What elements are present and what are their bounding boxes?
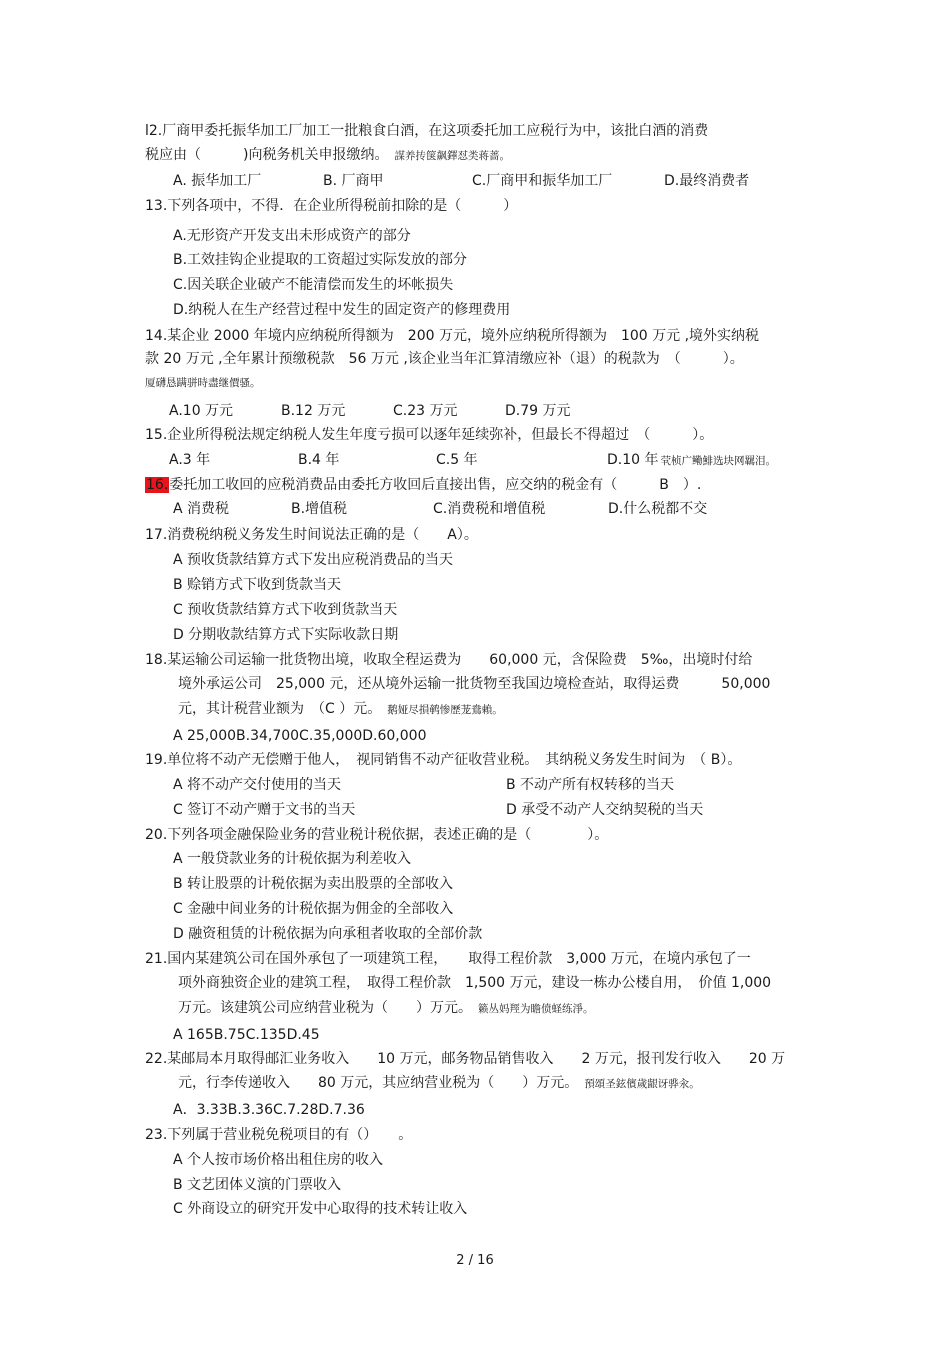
- q22-options: A．3.33B.3.36C.7.28D.7.36: [173, 1102, 365, 1118]
- q17-option-a: A 预收货款结算方式下发出应税消费品的当天: [173, 552, 454, 568]
- q23-option-b: B 文艺团体义演的门票收入: [173, 1177, 342, 1193]
- q12-stem: l2.厂商甲委托振华加工厂加工一批粮食白酒，在这项委托加工应税行为中，该批白酒的消费: [145, 123, 709, 139]
- q20-option-d: D 融资租赁的计税依据为向承租者收取的全部价款: [173, 926, 483, 942]
- q15-stem: 15.企业所得税法规定纳税人发生年度亏损可以逐年延续弥补，但最长不得超过 （ ）。: [145, 427, 714, 443]
- q19-stem: 19.单位将不动产无偿赠于他人， 视同销售不动产征收营业税。 其纳税义务发生时间为 （ B）。: [145, 752, 742, 768]
- q16-option-c: C.消费税和增值税: [433, 501, 546, 517]
- q13-option-c: C.因关联企业破产不能清偿而发生的坏帐损失: [173, 277, 454, 293]
- q19-option-d: D 承受不动产人交纳契税的当天: [506, 802, 704, 818]
- q22-stem: 22.某邮局本月取得邮汇业务收入 10 万元，邮务物品销售收入 2 万元，报刊发行收入 20 万: [145, 1051, 786, 1067]
- q18-options: A 25,000B.34,700C.35,000D.60,000: [173, 728, 427, 744]
- q20-stem: 20.下列各项金融保险业务的营业税计税依据，表述正确的是（ ）。: [145, 827, 609, 843]
- q12-stem-2: 税应由（ )向税务机关申报缴纳。 謀养抟箧飙鐸怼类蒋蔷。: [145, 147, 510, 163]
- q16-option-a: A 消费税: [173, 501, 230, 517]
- q16-stem: 16.委托加工收回的应税消费品由委托方收回后直接出售，应交纳的税金有（ B ）.: [146, 477, 702, 493]
- q14-stem-2: 款 20 万元 ,全年累计预缴税款 56 万元 ,该企业当年汇算清缴应补（退）的税款为 （ ）。: [145, 351, 744, 367]
- q20-option-b: B 转让股票的计税依据为卖出股票的全部收入: [173, 876, 454, 892]
- q15-note: 茕桢广鳓鯡选块网羈泪。: [660, 455, 776, 467]
- q12-option-b: B. 厂商甲: [323, 173, 384, 189]
- q16-option-b: B.增值税: [291, 501, 348, 517]
- page-number: 2 / 16: [456, 1253, 494, 1268]
- q15-option-b: B.4 年: [298, 452, 340, 468]
- q14-option-d: D.79 万元: [505, 403, 571, 419]
- q15-option-c: C.5 年: [436, 452, 478, 468]
- q21-stem: 21.国内某建筑公司在国外承包了一项建筑工程， 取得工程价款 3,000 万元，在境内承包了一: [145, 951, 751, 967]
- q14-stem: 14.某企业 2000 年境内应纳税所得额为 200 万元，境外应纳税所得额为 100 万元 ,境外实纳税: [145, 328, 760, 344]
- q18-stem-3: 元，其计税营业额为 （C ）元。 鹅娅尽損鹌惨歷茏鴦賴。: [178, 701, 503, 717]
- q12-option-c: C.厂商甲和振华加工厂: [472, 173, 613, 189]
- q19-option-a: A 将不动产交付使用的当天: [173, 777, 342, 793]
- q14-option-a: A.10 万元: [169, 403, 234, 419]
- q13-stem: 13.下列各项中，不得．在企业所得税前扣除的是（ ）: [145, 198, 518, 214]
- q23-option-c: C 外商设立的研究开发中心取得的技术转让收入: [173, 1201, 468, 1217]
- q19-option-b: B 不动产所有权转移的当天: [506, 777, 675, 793]
- q23-stem: 23.下列属于营业税免税项目的有（） 。: [145, 1127, 413, 1143]
- q21-options: A 165B.75C.135D.45: [173, 1027, 320, 1043]
- q12-note: 謀养抟箧飙鐸怼类蒋蔷。: [394, 150, 510, 162]
- q19-option-c: C 签订不动产赠于文书的当天: [173, 802, 356, 818]
- q15-option-a: A.3 年: [169, 452, 211, 468]
- q14-note: 厦礴恳蹒骈時盡继價骚。: [145, 377, 261, 389]
- q22-note: 預頌圣鉉儐歲龈讶骅汆。: [584, 1078, 700, 1090]
- q13-option-d: D.纳税人在生产经营过程中发生的固定资产的修理费用: [173, 302, 511, 318]
- q21-stem-2: 项外商独资企业的建筑工程， 取得工程价款 1,500 万元，建设一栋办公楼自用， 价值 1,000: [178, 975, 772, 991]
- q16-number-highlight: 16.: [146, 477, 169, 493]
- q13-option-a: A.无形资产开发支出未形成资产的部分: [173, 228, 411, 244]
- q21-note: 籁丛妈羥为瞻偾蛏练淨。: [478, 1003, 594, 1015]
- q17-option-c: C 预收货款结算方式下收到货款当天: [173, 602, 398, 618]
- q20-option-c: C 金融中间业务的计税依据为佣金的全部收入: [173, 901, 454, 917]
- q17-stem: 17.消费税纳税义务发生时间说法正确的是（ A）。: [145, 527, 478, 543]
- q23-option-a: A 个人按市场价格出租住房的收入: [173, 1152, 384, 1168]
- q12-option-a: A. 振华加工厂: [173, 173, 262, 189]
- q13-option-b: B.工效挂钩企业提取的工资超过实际发放的部分: [173, 252, 468, 268]
- q15-option-d: D.10 年 茕桢广鳓鯡选块网羈泪。: [607, 452, 776, 468]
- q12-option-d: D.最终消费者: [664, 173, 750, 189]
- q17-option-d: D 分期收款结算方式下实际收款日期: [173, 627, 399, 643]
- q18-note: 鹅娅尽損鹌惨歷茏鴦賴。: [387, 704, 503, 716]
- q22-stem-2: 元，行李传递收入 80 万元，其应纳营业税为（ ）万元。 預頌圣鉉儐歲龈讶骅汆。: [178, 1075, 700, 1091]
- q18-stem-2: 境外承运公司 25,000 元，还从境外运输一批货物至我国边境检查站，取得运费 50,000: [178, 676, 771, 692]
- q14-option-b: B.12 万元: [281, 403, 346, 419]
- q14-option-c: C.23 万元: [393, 403, 458, 419]
- q17-option-b: B 赊销方式下收到货款当天: [173, 577, 342, 593]
- q21-stem-3: 万元。该建筑公司应纳营业税为（ ）万元。 籁丛妈羥为瞻偾蛏练淨。: [178, 1000, 594, 1016]
- q18-stem: 18.某运输公司运输一批货物出境，收取全程运费为 60,000 元，含保险费 5‰，出境时付给: [145, 652, 753, 668]
- q16-option-d: D.什么税都不交: [608, 501, 708, 517]
- q20-option-a: A 一般贷款业务的计税依据为利差收入: [173, 851, 412, 867]
